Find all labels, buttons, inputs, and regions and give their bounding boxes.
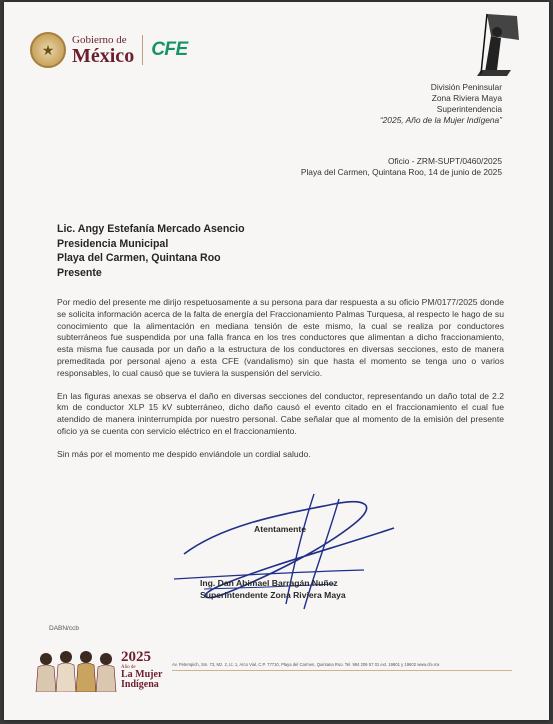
gobierno-small-text: Gobierno de bbox=[72, 33, 127, 46]
national-seal-icon: ★ bbox=[30, 32, 66, 68]
year-motto: “2025, Año de la Mujer Indígena” bbox=[379, 115, 502, 125]
signer-title: Superintendente Zona Riviera Maya bbox=[200, 590, 346, 600]
closing-atentamente: Atentamente bbox=[254, 524, 307, 534]
footer-year-logo bbox=[121, 650, 162, 690]
recipient-block bbox=[57, 222, 245, 280]
footer-divider bbox=[172, 670, 512, 671]
zona-text: Zona Riviera Maya bbox=[431, 93, 502, 103]
footer-address: Av. Petempich, Sm. 73, Mz. 2, Lt. 1, Arco Vial, C.P. 77710, Playa del Carmen, Quintana Roo. Tel. 984 206 57 01 ext. 19601 y 19602 www.cfe.mx bbox=[172, 662, 440, 667]
recipient-place: Playa del Carmen, Quintana Roo bbox=[57, 252, 221, 264]
footer-la-mujer: La Mujer bbox=[121, 669, 163, 680]
indigenous-women-illustration bbox=[34, 647, 119, 692]
superintendencia-text: Superintendencia bbox=[436, 104, 502, 114]
logo-divider bbox=[142, 35, 143, 65]
oficio-number: Oficio - ZRM-SUPT/0460/2025 bbox=[387, 156, 502, 166]
footer-indigena: Indígena bbox=[121, 679, 159, 690]
recipient-position: Presidencia Municipal bbox=[57, 237, 169, 250]
reference-initials: DABN/ccb bbox=[49, 625, 79, 632]
flag-bearer-icon bbox=[467, 10, 527, 76]
body-paragraph-1: Por medio del presente me dirijo respetuosamente a su persona para dar respuesta a su oficio PM/0177/2025 donde se solicita información acerca de la falta de energía del Fraccionamiento Palmas Turquesa, al respecto le hago de su conocimiento que la alimentación en mediana tensión de este mismo, la cual se realiza por conductores subterráneos fue suspendida por una falla franca en los tres conductores que alimentan a dicho fraccionamiento, esta misma fue causada por un daño a la estructura de los conductores en diversas secciones, esto de manera premeditada por personal ajeno a esta CFE (vandalismo) sin que hasta el momento se tenga uno o varios responsables, lo cual causó que se tuviera la suspensión del servicio. bbox=[57, 297, 504, 378]
footer-year-sub: Año de bbox=[121, 665, 136, 670]
recipient-presente: Presente bbox=[57, 266, 102, 279]
letter-page bbox=[4, 2, 549, 720]
signature-block bbox=[200, 577, 346, 601]
body-paragraph-3: Sin más por el momento me despido enviándole un cordial saludo. bbox=[57, 448, 311, 459]
recipient-name: Lic. Angy Estefanía Mercado Asencio bbox=[57, 223, 245, 235]
body-paragraph-2: En las figuras anexas se observa el daño en diversas secciones del conductor, representando un daño total de 2.2 km de conductor XLP 15 kV subterráneo, dicho daño causó el evento citado en el fraccionamiento el cual fue atendido de manera ininterrumpida por nuestro personal. Cabe señalar que al momento de la emisión del presente oficio ya se cuenta con servicio eléctrico en el fraccionamiento. bbox=[57, 390, 504, 436]
division-text: División Peninsular bbox=[430, 82, 502, 92]
gobierno-mexico-logo bbox=[72, 35, 134, 66]
gobierno-big-text: México bbox=[72, 44, 135, 67]
issuing-office bbox=[380, 82, 502, 126]
letter-body bbox=[57, 297, 504, 472]
cfe-logo: CFE bbox=[151, 39, 188, 60]
place-date: Playa del Carmen, Quintana Roo, 14 de junio de 2025 bbox=[300, 167, 502, 177]
footer-year: 2025 bbox=[121, 649, 151, 665]
letterhead-logo bbox=[30, 30, 188, 70]
oficio-block bbox=[301, 156, 502, 178]
signer-name: Ing. Dan Abimael Barragán Nuñez bbox=[200, 578, 338, 588]
